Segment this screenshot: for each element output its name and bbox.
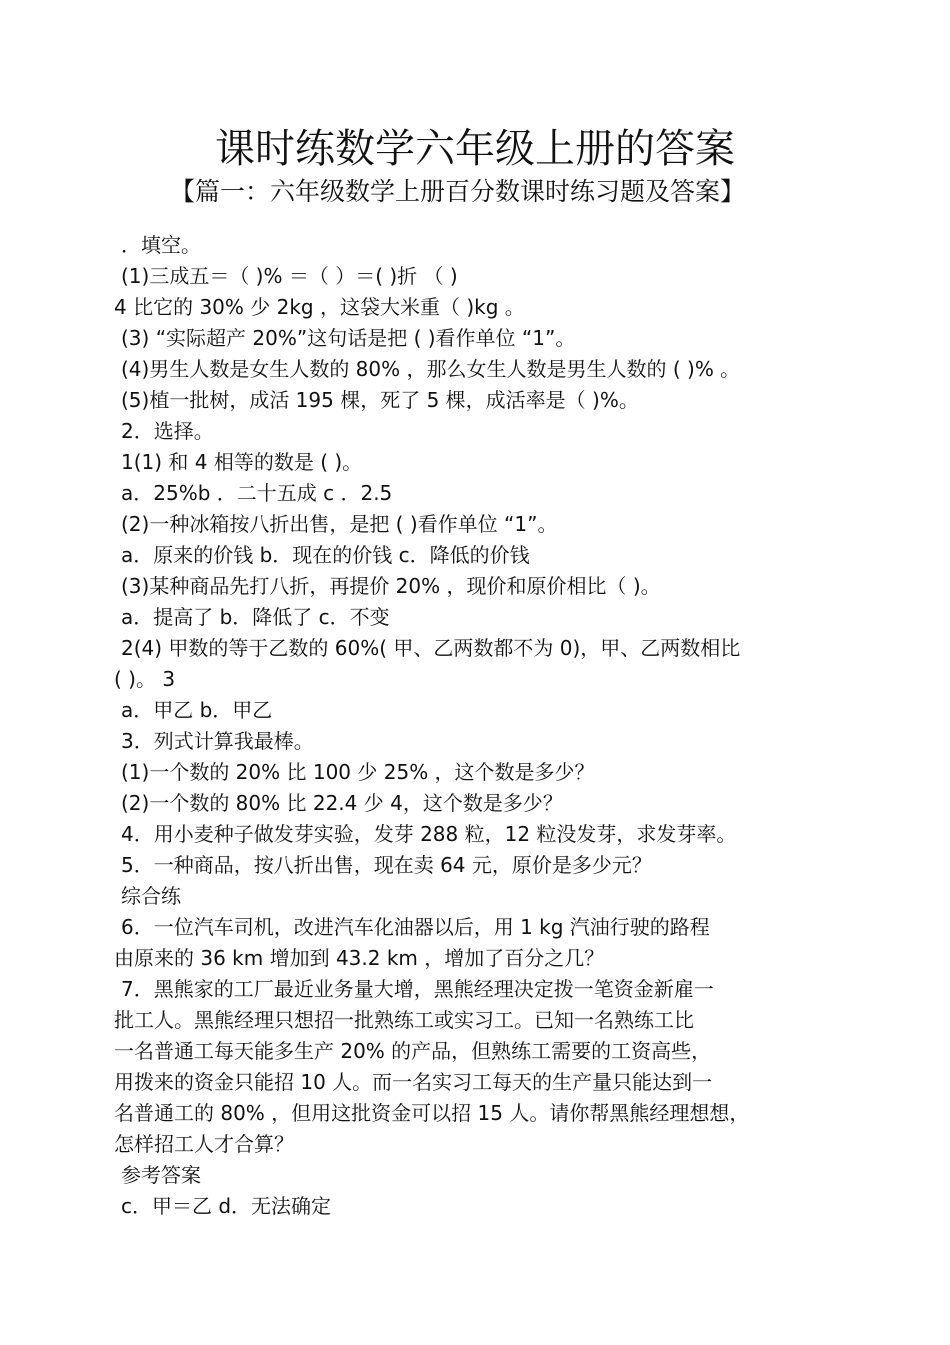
text-line: 6．一位汽车司机，改进汽车化油器以后，用 1 kg 汽油行驶的路程 bbox=[121, 915, 710, 939]
text-line: 7．黑熊家的工厂最近业务量大增，黑熊经理决定拨一笔资金新雇一 bbox=[121, 977, 714, 1001]
text-line: (1)三成五＝（ )% ＝（ ）＝( )折 （ ) bbox=[121, 264, 458, 288]
text-line: 综合练 bbox=[121, 884, 181, 908]
text-line: a．甲乙 b．甲乙 bbox=[121, 698, 273, 722]
text-line: (2)一个数的 80% 比 22.4 少 4，这个数是多少？ bbox=[121, 791, 563, 815]
text-line: (3) “实际超产 20%”这句话是把 ( )看作单位 “1”。 bbox=[121, 326, 576, 350]
text-line: ( )。 3 bbox=[114, 667, 176, 691]
text-line: 5．一种商品，按八折出售，现在卖 64 元，原价是多少元？ bbox=[121, 853, 652, 877]
text-line: a．25%b ．二十五成 c ．2.5 bbox=[121, 481, 393, 505]
text-line: c．甲＝乙 d．无法确定 bbox=[121, 1194, 332, 1218]
document-title: 课时练数学六年级上册的答案 bbox=[215, 126, 735, 172]
text-line: (4)男生人数是女生人数的 80% ，那么女生人数是男生人数的 ( )% 。 bbox=[121, 357, 741, 381]
text-line: 4．用小麦种子做发芽实验，发芽 288 粒，12 粒没发芽，求发芽率。 bbox=[121, 822, 737, 846]
document-subtitle: 【篇一：六年级数学上册百分数课时练习题及答案】 bbox=[169, 177, 745, 206]
text-line: (3)某种商品先打八折，再提价 20% ，现价和原价相比（ )。 bbox=[121, 574, 661, 598]
text-line: 怎样招工人才合算？ bbox=[114, 1132, 294, 1156]
text-line: 由原来的 36 km 增加到 43.2 km ，增加了百分之几？ bbox=[114, 946, 605, 970]
text-line: 批工人。黑熊经理只想招一批熟练工或实习工。已知一名熟练工比 bbox=[114, 1008, 694, 1032]
text-line: a．原来的价钱 b．现在的价钱 c．降低的价钱 bbox=[121, 543, 530, 567]
text-line: 3．列式计算我最棒。 bbox=[121, 729, 314, 753]
text-line: 4 比它的 30% 少 2kg ，这袋大米重（ )kg 。 bbox=[114, 295, 525, 319]
text-line: a．提高了 b．降低了 c．不变 bbox=[121, 605, 390, 629]
text-line: (5)植一批树，成活 195 棵，死了 5 棵，成活率是（ )%。 bbox=[121, 388, 639, 412]
text-line: 用拨来的资金只能招 10 人。而一名实习工每天的生产量只能达到一 bbox=[114, 1070, 713, 1094]
text-line: 名普通工的 80% ，但用这批资金可以招 15 人。请你帮黑熊经理想想， bbox=[114, 1101, 750, 1125]
text-line: ．填空。 bbox=[121, 233, 201, 257]
text-line: (1)一个数的 20% 比 100 少 25% ，这个数是多少？ bbox=[121, 760, 595, 784]
text-line: 一名普通工每天能多生产 20% 的产品，但熟练工需要的工资高些， bbox=[114, 1039, 712, 1063]
document-body bbox=[0, 230, 950, 1222]
text-line: (2)一种冰箱按八折出售，是把 ( )看作单位 “1”。 bbox=[121, 512, 558, 536]
text-line: 2(4) 甲数的等于乙数的 60%( 甲、乙两数都不为 0)，甲、乙两数相比 bbox=[121, 636, 741, 660]
text-line: 2．选择。 bbox=[121, 419, 214, 443]
text-line: 参考答案 bbox=[121, 1163, 201, 1187]
text-line: 1(1) 和 4 相等的数是 ( )。 bbox=[121, 450, 363, 474]
